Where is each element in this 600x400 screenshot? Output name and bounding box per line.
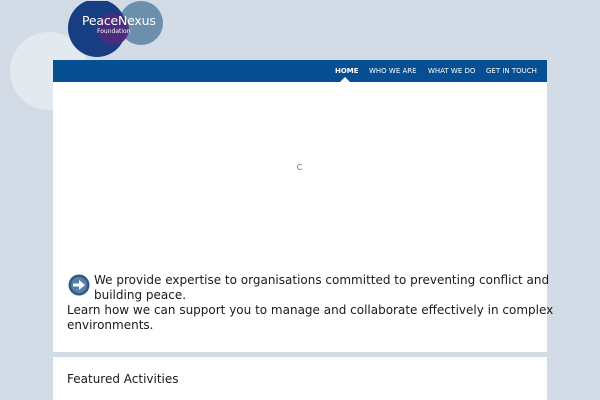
nav-who-we-are[interactable]: WHO WE ARE xyxy=(369,67,417,75)
intro-text-line-3: Learn how we can support you to manage and collaborate effectively in complex xyxy=(67,303,554,317)
nav-what-we-do[interactable]: WHAT WE DO xyxy=(428,67,476,75)
intro-text-line-1: We provide expertise to organisations committed to preventing conflict and xyxy=(94,273,550,287)
peacenexus-logo[interactable] xyxy=(68,1,164,57)
intro-text-line-4: environments. xyxy=(67,318,154,332)
nav-get-in-touch[interactable]: GET IN TOUCH xyxy=(486,67,537,75)
intro-text-line-2: building peace. xyxy=(94,288,187,302)
loading-spinner-icon xyxy=(297,164,303,170)
arrow-right-icon[interactable] xyxy=(68,274,90,296)
hero-panel xyxy=(53,82,554,352)
logo-name: PeaceNexus xyxy=(82,13,156,28)
featured-activities-heading: Featured Activities xyxy=(67,372,179,386)
nav-home[interactable]: HOME xyxy=(335,67,359,75)
logo-subtitle: Foundation xyxy=(97,28,131,35)
main-navigation xyxy=(53,60,547,82)
featured-activities-section xyxy=(53,357,547,400)
